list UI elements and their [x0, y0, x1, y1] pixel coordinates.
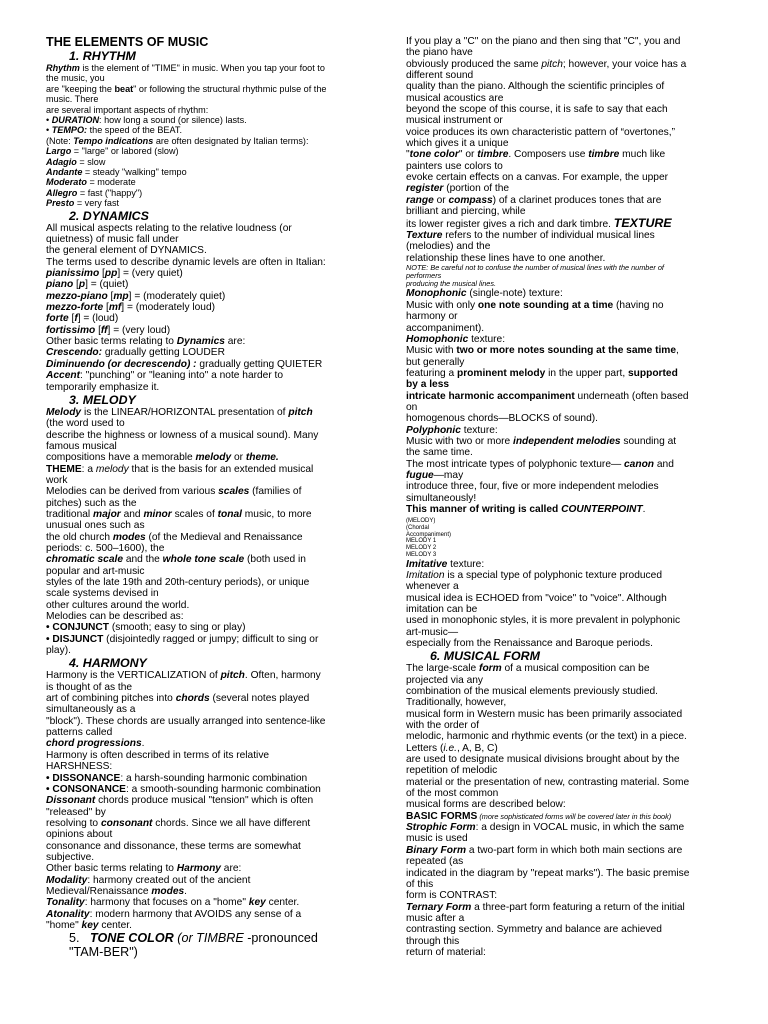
text-line: "released" by	[46, 806, 106, 818]
text-line: are several important aspects of rhythm:	[46, 104, 209, 115]
section-heading-melody: 3. MELODY	[69, 392, 136, 407]
text-line: Music with two or more notes sounding at the same time,	[406, 345, 679, 357]
dynamic-level: fortissimo [ff] = (very loud)	[46, 324, 171, 336]
text-line: Music with two or more independent melodies sounding at	[406, 435, 677, 447]
diagram-label: (Chordal	[406, 525, 430, 532]
text-line: scale systems devised in	[46, 588, 159, 600]
text-line: especially from the Renaissance and Baroque periods.	[406, 637, 653, 649]
texture-body	[406, 230, 724, 649]
text-line: Melodies can be derived from various scales (families of	[46, 486, 302, 498]
text-line: Medieval/Renaissance modes.	[46, 885, 188, 897]
text-line: art of combining pitches into chords (several notes played	[46, 693, 310, 705]
text-line: musical instrument or	[406, 115, 503, 127]
tempo-term: Adagio = slow	[46, 156, 106, 167]
tempo-term: Moderato = moderate	[46, 177, 136, 188]
rhythm-body	[46, 63, 368, 209]
tempo-term: Andante = steady "walking" tempo	[46, 167, 187, 178]
binary-form-line: Binary Form a two-part form in which both main sections are	[406, 844, 683, 856]
text-line: traditional major and minor scales of tonal music, to more	[46, 508, 312, 520]
text-line: painters use colors to	[406, 160, 503, 172]
dynamic-level: mezzo-piano [mp] = (moderately quiet)	[46, 290, 226, 302]
text-line: "block"). These chords are usually arranged into sentence-like	[46, 715, 326, 727]
text-line: quietness) of music fall under	[46, 234, 179, 246]
text-line: beyond the scope of this course, it is safe to say that each	[406, 104, 668, 116]
tone-color-body	[406, 36, 724, 230]
text-line: (melodies) and the	[406, 241, 491, 253]
text-line: combination of the musical elements previously studied.	[406, 686, 658, 698]
dynamic-level: piano [p] = (quiet)	[46, 279, 129, 291]
right-column	[406, 36, 724, 958]
crescendo-line: Crescendo: gradually getting LOUDER	[46, 347, 225, 359]
text-line: "tone color" or timbre. Composers use timbre much like	[406, 149, 666, 161]
text-line: obviously produced the same pitch; however, your voice has a	[406, 58, 687, 70]
texture-note: performers	[406, 271, 442, 281]
counterpoint-line: This manner of writing is called COUNTERPOINT.	[406, 504, 646, 516]
text-line: with the order of	[406, 720, 480, 732]
text-line: Traditionally, however,	[406, 697, 507, 709]
texture-diagram-labels	[406, 518, 724, 558]
text-line: If you play a "C" on the piano and then sing that "C", you and	[406, 36, 681, 47]
atonality-line: Atonality: modern harmony that AVOIDS any sense of a	[46, 908, 302, 920]
text-line: music. There	[46, 94, 99, 105]
text-line: of the most common	[406, 788, 499, 800]
bullet-consonance: • CONSONANCE: a smooth-sounding harmonic combination	[46, 783, 321, 795]
text-line: THEME: a melody that is the basis for an extended musical	[46, 463, 314, 475]
text-line: Rhythm is the element of "TIME" in music. When you tap your foot to	[46, 63, 325, 73]
text-line: but generally	[406, 356, 465, 368]
section-heading-texture: TEXTURE	[613, 215, 672, 230]
text-line: unusual ones such as	[46, 520, 145, 532]
text-line: "home" key center.	[46, 919, 132, 931]
text-line: musical form in Western music has been primarily associated	[406, 708, 683, 720]
text-line: return of material:	[406, 946, 486, 958]
text-line: chromatic scale and the whole tone scale (both used in	[46, 554, 306, 566]
text-line: temporarily emphasize it.	[46, 381, 160, 393]
text-line: imitation can be	[406, 603, 478, 615]
diagram-label: Accompaniment)	[406, 531, 452, 538]
tempo-term: Largo = "large" or labored (slow)	[46, 146, 179, 157]
text-line: are "keeping the beat" or following the structural rhythmic pulse of the	[46, 83, 327, 94]
text-line: simultaneously!	[406, 492, 477, 504]
text-line: material or the presentation of new, contrasting material. Some	[406, 776, 690, 788]
text-line: Other basic terms relating to Dynamics are:	[46, 336, 246, 348]
text-line: introduce three, four, five or more independent melodies	[406, 481, 659, 493]
text-line: periods: c. 500–1600), the	[46, 542, 165, 554]
bullet-dissonance: • DISSONANCE: a harsh-sounding harmonic combination	[46, 772, 308, 784]
text-line: used in monophonic styles, it is more prevalent in polyphonic	[406, 615, 681, 627]
text-line: the music, you	[46, 73, 105, 84]
text-line: different sound	[406, 70, 474, 82]
section-heading-harmony: 4. HARMONY	[69, 656, 147, 671]
text-line: of this	[406, 878, 434, 890]
bullet-conjunct: • CONJUNCT (smooth; easy to sing or play)	[46, 622, 246, 634]
text-line: Harmony is the VERTICALIZATION of pitch. Often, harmony	[46, 670, 321, 682]
text-line: work	[46, 474, 68, 486]
bullet-tempo: • TEMPO: the speed of the BEAT.	[46, 125, 182, 136]
text-line: Music with only one note sounding at a time (having no	[406, 299, 664, 311]
text-line: featuring a prominent melody in the upper part, supported	[406, 367, 678, 379]
section-heading-musical-form: 6. MUSICAL FORM	[430, 649, 540, 664]
text-line: styles of the late 19th and 20th-century periods), or unique	[46, 577, 310, 588]
text-line: repetition of melodic	[406, 765, 498, 777]
diminuendo-line: Diminuendo (or decrescendo) : gradually getting QUIETER	[46, 358, 323, 370]
text-line: homogenous chords—BLOCKS of sound).	[406, 413, 598, 425]
text-line: (Note: Tempo indications are often designated by Italian terms):	[46, 135, 309, 146]
text-line: on	[406, 401, 418, 413]
text-line: popular and art-music	[46, 565, 145, 577]
text-line: register (portion of the	[406, 183, 510, 195]
text-line: the general element of DYNAMICS.	[46, 245, 207, 257]
text-line: evoke certain effects on a canvas. For example, the upper	[406, 172, 669, 184]
text-line: the old church modes (of the Medieval and Renaissance	[46, 531, 303, 543]
text-line: musical idea is ECHOED from "voice" to "voice". Although	[406, 592, 667, 604]
text-line: music after a	[406, 912, 465, 924]
dynamic-level: mezzo-forte [mf] = (moderately loud)	[46, 302, 216, 314]
strophic-form-line: Strophic Form: a design in VOCAL music, in which the same	[406, 822, 685, 834]
text-line: musical forms are described below:	[406, 799, 566, 811]
text-line: which gives it a unique	[406, 138, 509, 150]
diagram-label: MELODY 3	[406, 551, 437, 558]
text-line: (the word used to	[46, 418, 125, 430]
text-line: Melody is the LINEAR/HORIZONTAL presentation of pitch	[46, 406, 313, 418]
texture-note: producing the musical lines.	[406, 279, 497, 289]
text-line: patterns called	[46, 727, 113, 739]
polyphonic-heading: Polyphonic texture:	[406, 424, 498, 436]
texture-note: NOTE: Be careful not to confuse the number of musical lines with the number of	[406, 262, 664, 272]
musical-form-body	[406, 663, 724, 958]
text-line: describe the highness or lowness of a musical sound). Many	[46, 429, 319, 441]
text-line: simultaneously as a	[46, 704, 136, 716]
dynamics-body	[46, 223, 368, 393]
tonality-line: Tonality: harmony that focuses on a "home" key center.	[46, 897, 300, 909]
text-line: its lower register gives a rich and dark timbre. TEXTURE	[406, 215, 672, 230]
text-line: opinions about	[46, 829, 113, 841]
text-line: relationship these lines have to one another.	[406, 252, 606, 264]
text-line: range or compass) of a clarinet produces tones that are	[406, 194, 662, 206]
text-line: The most intricate types of polyphonic texture— canon and	[406, 458, 674, 470]
text-line: intricate harmonic accompaniment underneath (often based	[406, 390, 689, 402]
text-line: voice produces its own characteristic pattern of “overtones,”	[406, 126, 675, 138]
text-line: Letters (i.e., A, B, C)	[406, 742, 498, 754]
section-heading-dynamics: 2. DYNAMICS	[69, 208, 149, 223]
basic-forms-heading: BASIC FORMS (more sophisticated forms will be covered later in this book)	[406, 810, 672, 822]
tempo-term: Allegro = fast ("happy")	[46, 187, 143, 198]
text-line: Melodies can be described as:	[46, 611, 184, 623]
text-line: famous musical	[46, 440, 117, 452]
diagram-label: (MELODY)	[406, 518, 436, 525]
homophonic-heading: Homophonic texture:	[406, 333, 506, 345]
text-line: through this	[406, 935, 460, 947]
imitative-heading: Imitative texture:	[406, 558, 485, 570]
text-line: whenever a	[406, 581, 459, 593]
text-line: by a less	[406, 379, 450, 391]
section-heading-tone-color: 5. TONE COLOR (or TIMBRE -pronounced "TAM-BER")	[69, 931, 318, 960]
ternary-form-line: Ternary Form a three-part form featuring a return of the initial	[406, 901, 685, 913]
text-line: Imitation is a special type of polyphonic texture produced	[406, 569, 662, 581]
diagram-label: MELODY 2	[406, 545, 437, 552]
text-line: chord progressions.	[46, 738, 145, 750]
text-line: indicated in the diagram by "repeat marks"). The basic premise	[406, 867, 690, 879]
diagram-label: MELODY 1	[406, 538, 437, 545]
text-line: play).	[46, 645, 71, 657]
text-line: HARSHNESS:	[46, 761, 113, 773]
text-line: Harmony is often described in terms of its relative	[46, 749, 270, 761]
accent-line: Accent: "punching" or "leaning into" a note harder to	[46, 370, 284, 382]
text-line: quality than the piano. Although the scientific principles of	[406, 81, 665, 93]
section-heading-rhythm: 1. RHYTHM	[69, 49, 136, 63]
bullet-disjunct: • DISJUNCT (disjointedly ragged or jumpy; difficult to sing or	[46, 633, 319, 645]
text-line: Dissonant chords produce musical "tension" which is often	[46, 795, 314, 807]
text-line: other cultures around the world.	[46, 599, 190, 611]
text-line: melodic, harmonic and rhythmic events (or the text) in a piece.	[406, 731, 687, 743]
text-line: projected via any	[406, 674, 484, 686]
modality-line: Modality: harmony created out of the ancient	[46, 874, 251, 886]
melody-body	[46, 407, 368, 657]
text-line: harmony or	[406, 311, 458, 323]
document-title: THE ELEMENTS OF MUSIC	[46, 35, 209, 49]
text-line: contrasting section. Symmetry and balance are achieved	[406, 924, 662, 936]
text-line: brilliant and piercing, while	[406, 206, 526, 218]
text-line: are used to designate musical divisions brought about by the	[406, 754, 680, 766]
text-line: consonance and dissonance, these terms are somewhat	[46, 840, 301, 852]
bullet-duration: • DURATION: how long a sound (or silence) lasts.	[46, 115, 247, 126]
text-line: repeated (as	[406, 856, 464, 868]
text-line: is thought of as the	[46, 681, 133, 693]
text-line: the same time.	[406, 447, 473, 459]
text-line: The large-scale form of a musical composition can be	[406, 663, 650, 675]
text-line: musical acoustics are	[406, 92, 504, 104]
dynamic-level: pianissimo [pp] = (very quiet)	[46, 268, 183, 280]
text-line: compositions have a memorable melody or theme.	[46, 452, 279, 464]
text-line: subjective.	[46, 851, 95, 863]
text-line: Other basic terms relating to Harmony are:	[46, 863, 242, 875]
text-line: accompaniment).	[406, 322, 485, 334]
text-line: form is CONTRAST:	[406, 890, 498, 902]
monophonic-heading: Monophonic (single-note) texture:	[406, 288, 563, 300]
text-line: music is used	[406, 833, 468, 845]
harmony-body	[46, 670, 368, 931]
text-line: Texture refers to the number of individual musical lines	[406, 229, 655, 241]
text-line: resolving to consonant chords. Since we all have different	[46, 817, 311, 829]
left-column	[46, 36, 368, 959]
text-line: pitches) such as the	[46, 497, 137, 509]
dynamic-level: forte [f] = (loud)	[46, 313, 119, 325]
text-line: The terms used to describe dynamic levels are often in Italian:	[46, 256, 326, 268]
text-line: the piano have	[406, 47, 473, 59]
tempo-term: Presto = very fast	[46, 198, 120, 209]
text-line: art-music—	[406, 626, 459, 638]
text-line: All musical aspects relating to the relative loudness (or	[46, 222, 292, 234]
text-line: fugue—may	[406, 469, 464, 481]
